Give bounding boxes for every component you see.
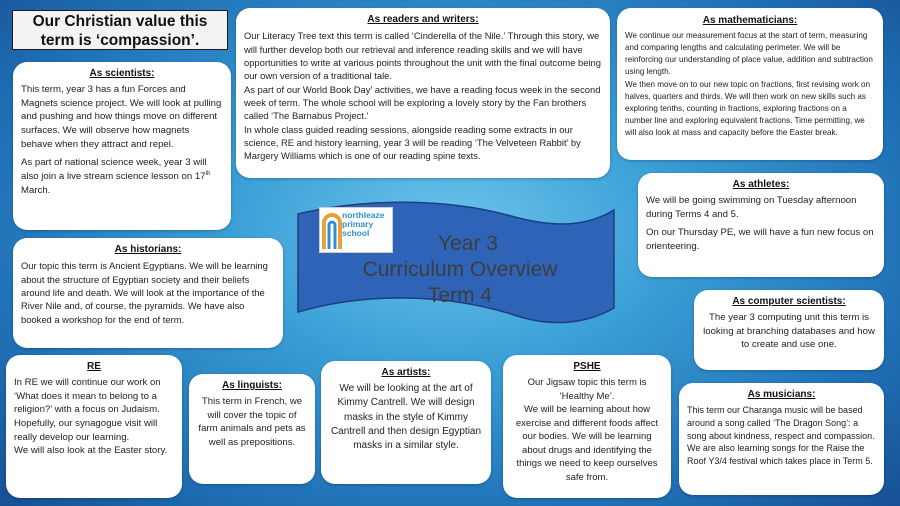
historians-heading: As historians: [114,244,182,255]
maths-box [617,8,883,160]
readers-text-3: In whole class guided reading sessions, alongside reading some extracts in our science, RE and history learning, year 3 will be reading ‘The Velveteen Rabbit’ by Margery Williams which is one of our reading spine texts. [244,123,581,162]
christian-value-box [12,10,228,50]
historians-text: Our topic this term is Ancient Egyptians. We will be learning about the structure of Egyptian society and their beliefs around life and death. We will look at the importance of the River Nile and, of course, the pyramids. We have also booked a workshop for the end of term. [21,260,268,325]
re-box [6,355,182,498]
computer-text: The year 3 computing unit this term is looking at branching databases and how to create and use one. [703,312,875,351]
pshe-box [503,355,671,498]
computer-heading: As computer scientists: [732,296,846,307]
musicians-box [679,383,884,495]
title-line-1: Year 3 [438,232,498,255]
linguists-heading: As linguists: [221,380,282,391]
re-text-1: In RE we will continue our work on ‘What does it mean to belong to a religion?’ with a focus on Judaism. Hopefully, our synagogue visit will really develop our learning. [14,377,161,443]
readers-box [236,8,610,178]
scientists-text-2 [21,156,223,197]
linguists-text: This term in French, we will cover the topic of farm animals and pets as well as prepositions. [198,396,306,449]
artists-box [321,361,491,484]
title-line-2: Curriculum Overview [362,258,558,281]
scientists-text-1: This term, year 3 has a fun Forces and Magnets science project. We will look at pulling and pushing and how things move on different surfaces. We will observe how magnets behave when they attract and repel. [21,84,222,150]
scientists-text-2b: March. [21,184,51,196]
pshe-heading: PSHE [573,361,601,372]
musicians-text: This term our Charanga music will be based around a song called ‘The Dragon Song’: a song about kindness, respect and compassion. We are also learning songs for the Raise the Roof Y3/4 festival which takes place in Term 5. [687,405,875,467]
logo-line-2: primary [342,218,374,229]
athletes-heading: As athletes: [732,179,790,190]
christian-value-text: Our Christian value this term is ‘compassion’. [32,13,208,49]
maths-text-1: We continue our measurement focus at the start of term, measuring and comparing lengths and calculating perimeter. We will be reinforcing our understanding of place value, addition and subtraction using length. [625,31,873,77]
pshe-text-1: Our Jigsaw topic this term is ‘Healthy Me’. [527,377,647,402]
musicians-heading: As musicians: [747,389,816,400]
pshe-text-2: We will be learning about how exercise and different foods affect our bodies. We will be learning about drugs and identifying the things we need to keep ourselves safe from. [515,404,659,483]
linguists-box [189,374,315,484]
re-text-2: We will also look at the Easter story. [14,445,168,457]
scientists-text-2sup: th [205,170,211,177]
historians-box [13,238,283,348]
artists-text: We will be looking at the art of Kimmy Cantrell. We will design masks in the style of Kimmy Cantrell and then design Egyptian masks in a similar style. [330,383,482,451]
scientists-text-2a: As part of national science week, year 3 will also join a live stream science lesson on 17 [21,157,207,183]
maths-text-2: We then move on to our new topic on fractions, first revising work on halves, quarters and thirds. We will then work on new skills such as exploring tenths, counting in fractions, exploring fractions on a number line and exploring equivalent fractions. Time permitting, we will also look at mass and capacity before the Easter break. [625,79,871,138]
athletes-text-1: We will be going swimming on Tuesday afternoon during Terms 4 and 5. [646,195,857,220]
artists-heading: As artists: [381,367,431,378]
scientists-box [13,62,231,230]
athletes-box [638,173,884,277]
readers-heading: As readers and writers: [367,14,479,25]
logo-line-3: school [342,227,370,238]
scientists-heading: As scientists: [89,68,155,79]
computer-box [694,290,884,370]
athletes-text-2: On our Thursday PE, we will have a fun new focus on orienteering. [646,227,874,253]
readers-text-2: As part of our World Book Day’ activities, we have a reading focus week in the second week of term. The whole school will be exploring a lovely story by the Fan brothers called ‘The Barnabus Project.’ [244,83,601,122]
title-line-3: Term 4 [427,284,493,307]
readers-text-1: Our Literacy Tree text this term is called ‘Cinderella of the Nile.’ Through this story, we will further develop both our retrieval and inference reading skills and we will have opportunities to write at various points throughout the unit with the final outcome being our own version of a traditional tale. [244,30,601,82]
maths-heading: As mathematicians: [702,15,798,26]
re-heading: RE [87,361,101,372]
logo-line-1: northleaze [342,210,385,220]
